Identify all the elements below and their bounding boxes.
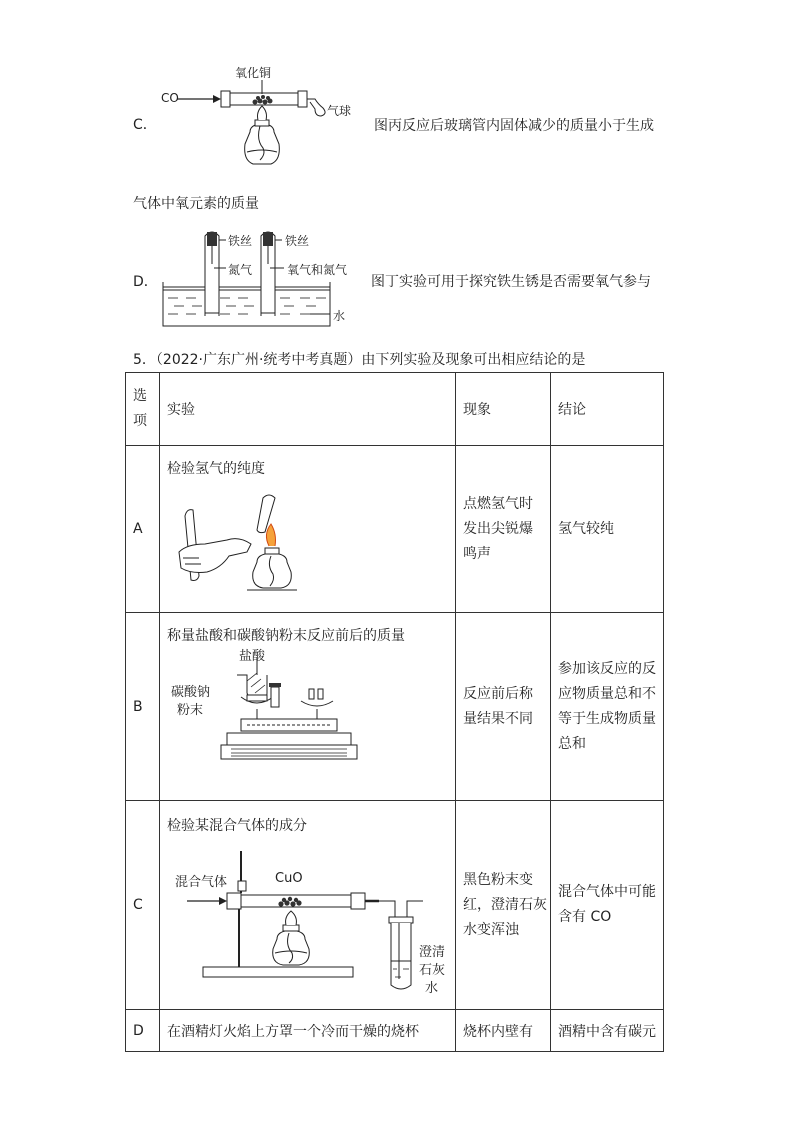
experiment-text: 在酒精灯火焰上方罩一个冷而干燥的烧杯	[167, 1023, 419, 1040]
header-option-cell	[126, 373, 160, 446]
conclusion-cell	[551, 446, 664, 613]
water-label: 水	[333, 309, 346, 323]
conclusion-line: 应物质量总和不	[558, 685, 656, 702]
option-letter: B	[133, 698, 143, 715]
option-cell	[126, 613, 160, 801]
phenomenon-cell	[456, 613, 551, 801]
experiment-table	[125, 372, 664, 1052]
hydrogen-purity-test-figure	[167, 478, 455, 588]
option-d-letter: D．	[133, 274, 158, 290]
header-experiment: 实验	[167, 402, 195, 418]
experiment-text: 检验某混合气体的成分	[167, 818, 307, 834]
experiment-text: 称量盐酸和碳酸钠粉末反应前后的质量	[167, 628, 405, 644]
phenomenon-cell	[456, 446, 551, 613]
phenomenon-line: 黑色粉末变	[463, 871, 533, 888]
hydrochloric-acid-label: 盐酸	[239, 649, 266, 664]
gas-analysis-drawing	[183, 841, 453, 1001]
copper-oxide-label: 氧化铜	[235, 66, 272, 80]
conclusion-line: 含有 CO	[558, 909, 612, 925]
experiment-cell	[160, 446, 456, 613]
table-row	[126, 613, 664, 801]
co-label: CO	[161, 91, 179, 105]
phenomenon-line: 反应前后称	[463, 685, 533, 702]
gas-analysis-figure	[167, 835, 455, 995]
header-option-line2: 项	[133, 413, 147, 429]
phenomenon-line: 水变浑浊	[463, 921, 519, 938]
experiment-text: 检验氢气的纯度	[167, 461, 265, 477]
conclusion-line: 参加该反应的反	[558, 660, 656, 677]
conclusion-line: 总和	[558, 735, 586, 752]
mixed-gas-label: 混合气体	[175, 875, 228, 890]
table-row	[126, 1010, 664, 1052]
header-conclusion: 结论	[558, 402, 586, 418]
table-header-row	[126, 373, 664, 446]
conclusion-line: 混合气体中可能	[558, 884, 656, 900]
option-letter: A	[133, 521, 143, 537]
phenomenon-cell	[456, 801, 551, 1010]
option-c-letter: C．	[133, 117, 157, 133]
phenomenon-line: 红，澄清石灰	[463, 896, 547, 913]
phenomenon-cell	[456, 1010, 551, 1052]
conclusion-line: 等于生成物质量	[558, 710, 656, 727]
balloon-label: 气球	[327, 104, 352, 118]
sodium-carbonate-label: 碳酸钠	[171, 685, 211, 700]
phenomenon-line: 烧杯内壁有	[463, 1023, 533, 1040]
header-phenomenon-cell	[456, 373, 551, 446]
conclusion-cell	[551, 613, 664, 801]
conclusion-line: 酒精中含有碳元	[558, 1023, 656, 1040]
iron-rust-apparatus-figure	[160, 224, 360, 330]
co-reduction-apparatus-drawing	[155, 64, 365, 182]
option-letter: C	[133, 897, 143, 913]
iron-wire-label-1: 铁丝	[228, 234, 253, 248]
option-d-text: 图丁实验可用于探究铁生锈是否需要氧气参与	[371, 274, 651, 290]
nitrogen-label: 氮气	[228, 263, 253, 277]
cuo-label: CuO	[275, 871, 303, 886]
header-phenomenon: 现象	[463, 402, 491, 418]
powder-label: 粉末	[177, 703, 204, 718]
table-row	[126, 446, 664, 613]
hydrogen-purity-test-drawing	[177, 486, 317, 596]
iron-wire-label-2: 铁丝	[285, 234, 310, 248]
phenomenon-line: 点燃氢气时	[463, 495, 533, 512]
experiment-cell	[160, 613, 456, 801]
balance-weighing-figure	[167, 645, 455, 785]
limewater-label-3: 水	[425, 981, 439, 996]
option-c-text: 图丙反应后玻璃管内固体减少的质量小于生成	[374, 118, 654, 134]
header-experiment-cell	[160, 373, 456, 446]
limewater-label-2: 石灰	[419, 963, 446, 978]
option-cell	[126, 446, 160, 613]
limewater-label-1: 澄清	[419, 945, 446, 960]
oxygen-nitrogen-label: 氧气和氮气	[287, 263, 348, 277]
phenomenon-line: 量结果不同	[463, 710, 533, 727]
balance-weighing-drawing	[217, 653, 387, 793]
experiment-cell	[160, 801, 456, 1010]
table-row	[126, 801, 664, 1010]
conclusion-cell	[551, 801, 664, 1010]
option-letter: D	[133, 1022, 144, 1039]
phenomenon-line: 鸣声	[463, 545, 491, 562]
option-c-text-continued: 气体中氧元素的质量	[133, 196, 259, 212]
question-5-title: 5．（2022·广东广州·统考中考真题）由下列实验及现象可出相应结论的是	[133, 352, 586, 368]
option-cell	[126, 801, 160, 1010]
header-conclusion-cell	[551, 373, 664, 446]
experiment-cell	[160, 1010, 456, 1052]
conclusion-cell	[551, 1010, 664, 1052]
phenomenon-line: 发出尖锐爆	[463, 520, 533, 537]
conclusion-line: 氢气较纯	[558, 520, 614, 537]
co-reduction-apparatus-figure	[155, 64, 365, 182]
option-cell	[126, 1010, 160, 1052]
header-option-line1: 选	[133, 388, 147, 404]
